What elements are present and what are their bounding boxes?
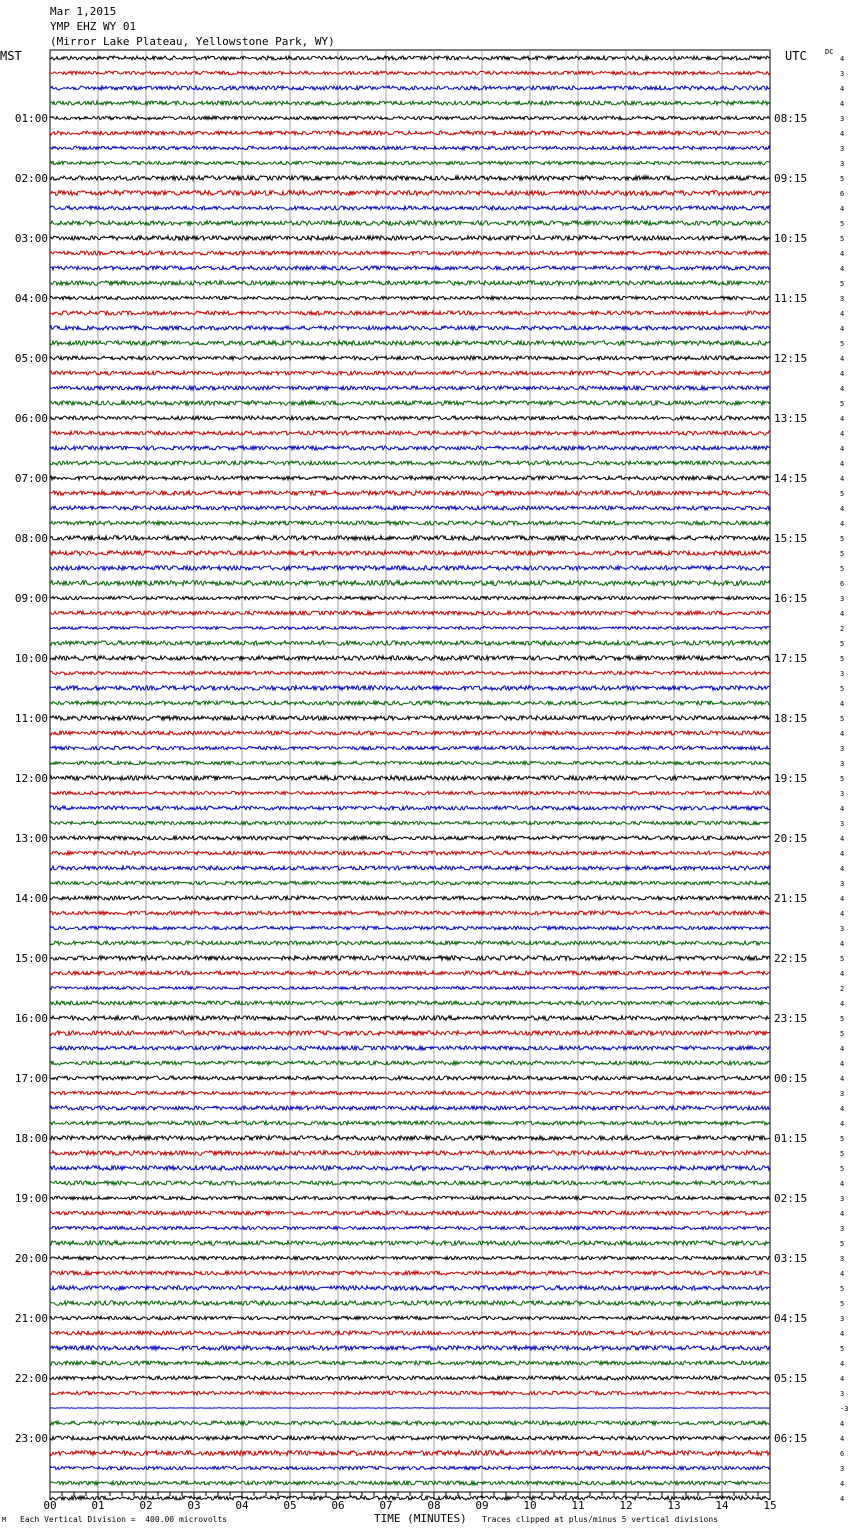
dc-value: 5 [840, 1135, 845, 1143]
dc-value: 4 [840, 700, 845, 708]
dc-value: 3 [840, 1390, 845, 1398]
trace-line [50, 356, 770, 360]
station-location: (Mirror Lake Plateau, Yellowstone Park, WY) [50, 35, 335, 48]
mst-hour-label: 13:00 [14, 832, 48, 845]
dc-value: 3 [840, 295, 845, 303]
trace-line [50, 596, 770, 599]
dc-value: 4 [840, 865, 845, 873]
dc-value: 3 [840, 745, 845, 753]
dc-value: 5 [840, 955, 845, 963]
mst-hour-label: 08:00 [14, 532, 48, 545]
trace-line [50, 161, 770, 164]
mst-hour-label: 17:00 [14, 1072, 48, 1085]
trace-line [50, 581, 770, 586]
x-tick-label: 13 [667, 1499, 681, 1512]
trace-line [50, 176, 770, 180]
trace-line [50, 761, 770, 764]
dc-value: 3 [840, 820, 845, 828]
x-tick-label: 05 [283, 1499, 297, 1512]
dc-value: 5 [840, 535, 845, 543]
trace-line [50, 956, 770, 960]
trace-line [50, 506, 770, 510]
mst-hour-label: 22:00 [14, 1372, 48, 1385]
dc-value: 4 [840, 85, 845, 93]
trace-line [50, 611, 770, 615]
dc-value: 4 [840, 1330, 845, 1338]
plot-frame [50, 50, 770, 1492]
trace-line [50, 236, 770, 240]
trace-line [50, 1496, 770, 1500]
dc-value: 2 [840, 985, 845, 993]
x-axis-title: TIME (MINUTES) [374, 1512, 467, 1525]
dc-value: 5 [840, 1150, 845, 1158]
trace-line [50, 701, 770, 705]
dc-value: 3 [840, 1255, 845, 1263]
dc-value: 4 [840, 370, 845, 378]
dc-value: 4 [840, 265, 845, 273]
dc-value: 5 [840, 280, 845, 288]
dc-value: 4 [840, 805, 845, 813]
x-tick-label: 15 [763, 1499, 777, 1512]
dc-value: 4 [840, 205, 845, 213]
dc-value: 4 [840, 1495, 845, 1503]
trace-line [50, 416, 770, 420]
trace-line [50, 791, 770, 794]
dc-value: 4 [840, 1105, 845, 1113]
trace-line [50, 1151, 770, 1155]
dc-value: 5 [840, 490, 845, 498]
trace-line [50, 1361, 770, 1365]
trace-line [50, 821, 770, 824]
x-tick-label: 07 [379, 1499, 393, 1512]
dc-value: 4 [840, 1435, 845, 1443]
dc-value: 3 [840, 595, 845, 603]
dc-value: 4 [840, 1270, 845, 1278]
dc-value: 4 [840, 1480, 845, 1488]
x-tick-label: 03 [187, 1499, 201, 1512]
trace-line [50, 1301, 770, 1305]
trace-line [50, 311, 770, 315]
mst-hour-label: 18:00 [14, 1132, 48, 1145]
trace-line [50, 431, 770, 435]
utc-hour-label: 09:15 [774, 172, 808, 185]
trace-line [50, 341, 770, 345]
clip-note: Traces clipped at plus/minus 5 vertical divisions [482, 1515, 719, 1524]
trace-line [50, 656, 770, 660]
trace-line [50, 881, 770, 884]
dc-value: 4 [840, 940, 845, 948]
mst-hour-label: 12:00 [14, 772, 48, 785]
mst-hour-label: 03:00 [14, 232, 48, 245]
mst-hour-label: 11:00 [14, 712, 48, 725]
dc-value: 3 [840, 880, 845, 888]
trace-line [50, 776, 770, 780]
dc-value: 5 [840, 685, 845, 693]
trace-line [50, 1181, 770, 1185]
utc-hour-label: 20:15 [774, 832, 808, 845]
trace-line [50, 1421, 770, 1425]
trace-line [50, 1136, 770, 1140]
dc-value: 4 [840, 1360, 845, 1368]
mst-hour-label: 01:00 [14, 112, 48, 125]
trace-line [50, 1061, 770, 1065]
mst-hour-label: 14:00 [14, 892, 48, 905]
dc-value: 5 [840, 1015, 845, 1023]
x-tick-label: 04 [235, 1499, 249, 1512]
trace-line [50, 326, 770, 330]
utc-hour-label: 22:15 [774, 952, 808, 965]
mst-hour-label: 07:00 [14, 472, 48, 485]
trace-line [50, 1466, 770, 1469]
trace-line [50, 536, 770, 540]
dc-value: 4 [840, 850, 845, 858]
dc-value: 4 [840, 325, 845, 333]
dc-value: 2 [840, 625, 845, 633]
dc-value: 5 [840, 1300, 845, 1308]
trace-line [50, 627, 770, 630]
utc-hour-label: 10:15 [774, 232, 808, 245]
trace-line [50, 371, 770, 375]
dc-value: 4 [840, 1210, 845, 1218]
dc-value: 3 [840, 790, 845, 798]
dc-value: 3 [840, 115, 845, 123]
utc-hour-label: 06:15 [774, 1432, 808, 1445]
trace-line [50, 1271, 770, 1275]
trace-line [50, 206, 770, 210]
mst-hour-label: 02:00 [14, 172, 48, 185]
dc-value: 5 [840, 655, 845, 663]
trace-line [50, 941, 770, 945]
mst-hour-label: 16:00 [14, 1012, 48, 1025]
trace-line [50, 56, 770, 60]
dc-value: 3 [840, 1090, 845, 1098]
x-tick-label: 11 [571, 1499, 585, 1512]
x-tick-label: 12 [619, 1499, 633, 1512]
footer-mark: M [2, 1516, 7, 1524]
dc-value: 3 [840, 70, 845, 78]
trace-line [50, 1016, 770, 1020]
trace-line [50, 806, 770, 810]
utc-hour-label: 21:15 [774, 892, 808, 905]
mst-hour-label: 23:00 [14, 1432, 48, 1445]
mst-hour-label: 09:00 [14, 592, 48, 605]
trace-line [50, 281, 770, 285]
dc-value: 4 [840, 385, 845, 393]
dc-value: 3 [840, 1315, 845, 1323]
trace-line [50, 251, 770, 255]
dc-value: 4 [840, 475, 845, 483]
mst-hour-label: 04:00 [14, 292, 48, 305]
dc-value: 3 [840, 145, 845, 153]
trace-line [50, 551, 770, 555]
trace-line [50, 476, 770, 480]
trace-line [50, 446, 770, 450]
dc-value: 5 [840, 1165, 845, 1173]
utc-hour-label: 16:15 [774, 592, 808, 605]
trace-line [50, 521, 770, 525]
dc-value: 5 [840, 175, 845, 183]
trace-line [50, 836, 770, 840]
dc-value: 4 [840, 100, 845, 108]
x-tick-label: 01 [91, 1499, 105, 1512]
trace-line [50, 1106, 770, 1110]
trace-line [50, 1031, 770, 1035]
trace-line [50, 1346, 770, 1350]
dc-value: 5 [840, 220, 845, 228]
dc-value: 4 [840, 1075, 845, 1083]
trace-line [50, 1241, 770, 1245]
x-tick-label: 09 [475, 1499, 489, 1512]
mst-axis-title: MST [0, 49, 22, 63]
trace-line [50, 386, 770, 390]
mst-hour-label: 21:00 [14, 1312, 48, 1325]
dc-value: 6 [840, 580, 845, 588]
dc-value: 4 [840, 610, 845, 618]
dc-value: 5 [840, 1345, 845, 1353]
trace-line [50, 146, 770, 149]
dc-value: 5 [840, 340, 845, 348]
plot-date: Mar 1,2015 [50, 5, 117, 18]
trace-line [50, 131, 770, 135]
x-tick-label: 02 [139, 1499, 153, 1512]
trace-line [50, 71, 770, 74]
mst-hour-label: 10:00 [14, 652, 48, 665]
x-tick-label: 08 [427, 1499, 441, 1512]
trace-line [50, 1391, 770, 1394]
trace-line [50, 987, 770, 990]
trace-line [50, 1211, 770, 1215]
dc-value: 4 [840, 250, 845, 258]
trace-line [50, 461, 770, 465]
scale-note: Each Vertical Division = 400.00 microvolts [20, 1515, 228, 1524]
trace-line [50, 1481, 770, 1485]
utc-hour-label: 18:15 [774, 712, 808, 725]
dc-value: 5 [840, 775, 845, 783]
utc-hour-label: 04:15 [774, 1312, 808, 1325]
utc-hour-label: 08:15 [774, 112, 808, 125]
trace-line [50, 866, 770, 870]
dc-value: 4 [840, 460, 845, 468]
trace-line [50, 641, 770, 645]
trace-line [50, 1076, 770, 1080]
trace-line [50, 1166, 770, 1170]
dc-value: 3 [840, 160, 845, 168]
dc-value: 3 [840, 1225, 845, 1233]
trace-line [50, 1046, 770, 1050]
x-tick-label: 00 [43, 1499, 57, 1512]
dc-value: 4 [840, 1180, 845, 1188]
trace-line [50, 851, 770, 855]
dc-value: 4 [840, 55, 845, 63]
utc-hour-label: 23:15 [774, 1012, 808, 1025]
dc-value: 6 [840, 1450, 845, 1458]
trace-line [50, 1001, 770, 1005]
trace-line [50, 221, 770, 225]
utc-hour-label: 02:15 [774, 1192, 808, 1205]
utc-hour-label: 15:15 [774, 532, 808, 545]
dc-value: 4 [840, 1000, 845, 1008]
dc-value: 5 [840, 400, 845, 408]
dc-value: 5 [840, 640, 845, 648]
dc-value: 4 [840, 1375, 845, 1383]
utc-axis-title: UTC [785, 49, 807, 63]
trace-line [50, 266, 770, 270]
dc-value: 4 [840, 1060, 845, 1068]
trace-line [50, 1376, 770, 1380]
trace-line [50, 1121, 770, 1125]
dc-value: 3 [840, 670, 845, 678]
trace-line [50, 1316, 770, 1319]
dc-value: 4 [840, 505, 845, 513]
dc-value: 5 [840, 1240, 845, 1248]
dc-value: 4 [840, 1420, 845, 1428]
mst-hour-label: 05:00 [14, 352, 48, 365]
utc-hour-label: 17:15 [774, 652, 808, 665]
trace-line [50, 116, 770, 119]
trace-line [50, 1436, 770, 1440]
dc-value: 5 [840, 715, 845, 723]
trace-line [50, 896, 770, 900]
trace-line [50, 971, 770, 975]
trace-line [50, 716, 770, 720]
utc-hour-label: 11:15 [774, 292, 808, 305]
trace-line [50, 296, 770, 299]
dc-value: 5 [840, 235, 845, 243]
trace-line [50, 191, 770, 196]
dc-value: 4 [840, 895, 845, 903]
station-code: YMP EHZ WY 01 [50, 20, 137, 33]
trace-line [50, 686, 770, 690]
dc-value: 3 [840, 1465, 845, 1473]
dc-value: 5 [840, 565, 845, 573]
mst-hour-label: 19:00 [14, 1192, 48, 1205]
dc-value: 4 [840, 130, 845, 138]
dc-value: -3 [840, 1405, 849, 1413]
dc-value: 5 [840, 1285, 845, 1293]
trace-line [50, 491, 770, 495]
dc-value: 5 [840, 550, 845, 558]
utc-hour-label: 05:15 [774, 1372, 808, 1385]
dc-value: 4 [840, 910, 845, 918]
trace-line [50, 731, 770, 735]
dc-value: 3 [840, 760, 845, 768]
x-tick-label: 10 [523, 1499, 537, 1512]
x-tick-label: 14 [715, 1499, 729, 1512]
trace-line [50, 401, 770, 405]
dc-value: 6 [840, 190, 845, 198]
trace-line [50, 1226, 770, 1229]
dc-value: 3 [840, 1195, 845, 1203]
utc-hour-label: 19:15 [774, 772, 808, 785]
trace-line [50, 1331, 770, 1335]
trace-line [50, 1286, 770, 1290]
trace-line [50, 1451, 770, 1456]
dc-value: 4 [840, 835, 845, 843]
utc-hour-label: 12:15 [774, 352, 808, 365]
utc-hour-label: 03:15 [774, 1252, 808, 1265]
dc-value: 4 [840, 520, 845, 528]
mst-hour-label: 15:00 [14, 952, 48, 965]
dc-header: DC [825, 48, 834, 56]
dc-value: 4 [840, 1045, 845, 1053]
x-tick-label: 06 [331, 1499, 345, 1512]
dc-value: 4 [840, 355, 845, 363]
dc-value: 4 [840, 445, 845, 453]
dc-value: 4 [840, 730, 845, 738]
utc-hour-label: 14:15 [774, 472, 808, 485]
mst-hour-label: 06:00 [14, 412, 48, 425]
dc-value: 4 [840, 970, 845, 978]
utc-hour-label: 13:15 [774, 412, 808, 425]
trace-line [50, 671, 770, 674]
trace-line [50, 1196, 770, 1199]
trace-line [50, 101, 770, 105]
utc-hour-label: 01:15 [774, 1132, 808, 1145]
trace-line [50, 911, 770, 915]
dc-value: 4 [840, 430, 845, 438]
trace-line [50, 1256, 770, 1259]
mst-hour-label: 20:00 [14, 1252, 48, 1265]
trace-line [50, 926, 770, 929]
utc-hour-label: 00:15 [774, 1072, 808, 1085]
dc-value: 5 [840, 1030, 845, 1038]
trace-line [50, 746, 770, 749]
trace-line [50, 86, 770, 90]
dc-value: 3 [840, 925, 845, 933]
dc-value: 4 [840, 1120, 845, 1128]
trace-line [50, 566, 770, 570]
trace-line [50, 1091, 770, 1094]
dc-value: 4 [840, 310, 845, 318]
dc-value: 4 [840, 415, 845, 423]
